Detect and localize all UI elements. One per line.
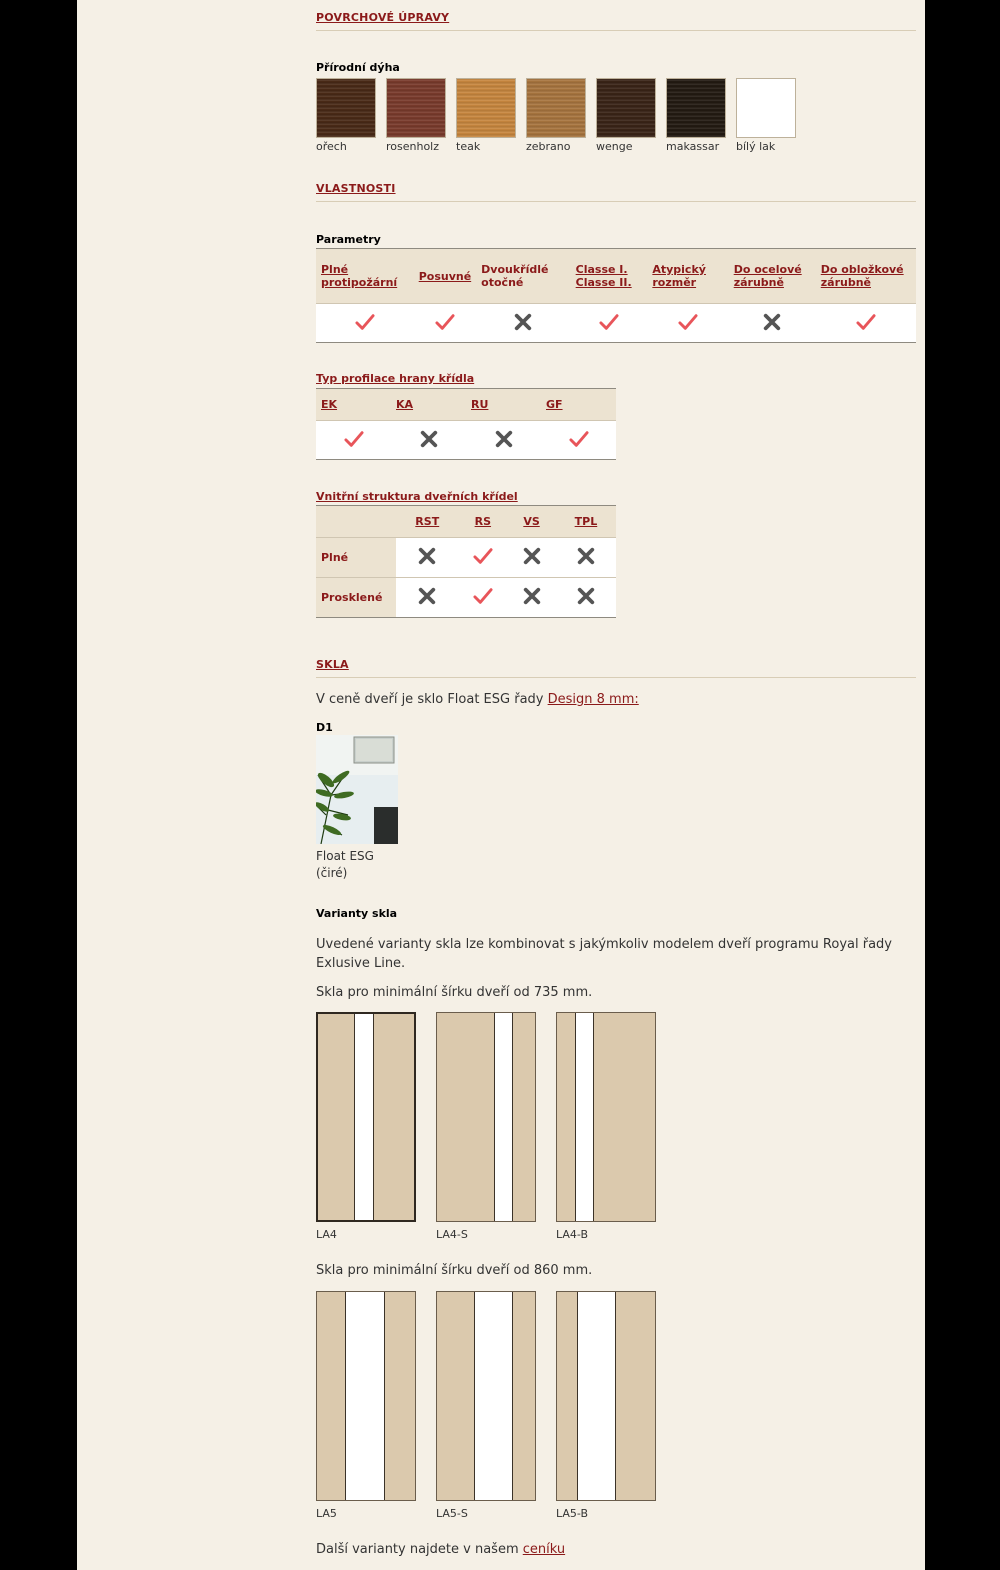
structure-column-header[interactable] (459, 506, 508, 538)
structure-row-label: Prosklené (316, 578, 396, 618)
glass-panel (494, 1013, 514, 1221)
veneer-swatch[interactable] (736, 78, 796, 138)
veneer-swatch[interactable] (316, 78, 376, 138)
glass-sample-photo (316, 735, 398, 844)
check-icon (343, 430, 365, 448)
cross-icon (416, 547, 438, 565)
glass-panel (345, 1292, 384, 1500)
cross-icon (575, 587, 597, 605)
glass-variant-label: LA4-B (556, 1228, 589, 1241)
structure-row (316, 538, 616, 578)
check-icon (855, 313, 877, 331)
parameter-header-label[interactable]: Do ocelové zárubně (733, 263, 802, 289)
cross-icon (521, 587, 543, 605)
glass-panel (577, 1292, 616, 1500)
veneer-swatch-label: makassar (666, 140, 720, 153)
cross-icon (575, 547, 597, 565)
structure-corner (316, 506, 396, 538)
parameter-value (647, 304, 728, 343)
parameter-header-label[interactable]: Classe I. Classe II. (575, 263, 632, 289)
glass-panel (474, 1292, 513, 1500)
parameter-header[interactable] (729, 249, 816, 304)
structure-row-label: Plné (316, 538, 396, 578)
veneer-subtitle: Přírodní dýha (316, 61, 400, 74)
check-icon (354, 313, 376, 331)
edge-profile-label[interactable]: KA (396, 398, 414, 411)
edge-profile-value (316, 421, 391, 460)
glass-variant-door[interactable] (316, 1291, 416, 1501)
cross-icon (761, 313, 783, 331)
glass-sample-code: D1 (316, 721, 333, 734)
glass-variant-label: LA4 (316, 1228, 337, 1241)
veneer-swatch[interactable] (386, 78, 446, 138)
section-divider (316, 677, 916, 678)
parameter-value (476, 304, 570, 343)
glass-variant-label: LA5-B (556, 1507, 589, 1520)
cross-icon (418, 430, 440, 448)
glass-variant-label: LA4-S (436, 1228, 468, 1241)
glass-intro: V ceně dveří je sklo Float ESG řady Design 8 mm: (316, 692, 639, 707)
structure-value (396, 538, 459, 578)
structure-value (459, 538, 508, 578)
design-link[interactable]: Design 8 mm: (547, 692, 639, 707)
glass-variants-text: Uvedené varianty skla lze kombinovat s jakýmkoliv modelem dveří programu Royal řady Exlusive Line. (316, 937, 892, 971)
structure-row (316, 578, 616, 618)
glass-variant-door[interactable] (436, 1291, 536, 1501)
check-icon (434, 313, 456, 331)
glass-variants-title: Varianty skla (316, 907, 398, 920)
cross-icon (521, 547, 543, 565)
edge-profile-header[interactable] (466, 389, 541, 421)
edge-profile-label[interactable]: GF (546, 398, 563, 411)
check-icon (568, 430, 590, 448)
check-icon (472, 547, 494, 565)
parameter-header[interactable] (414, 249, 476, 304)
cross-icon (416, 587, 438, 605)
veneer-swatch[interactable] (526, 78, 586, 138)
structure-column-label[interactable]: RS (474, 515, 492, 528)
section-divider (316, 30, 916, 31)
check-icon (677, 313, 699, 331)
parameters-table (316, 248, 916, 343)
section-divider (316, 201, 916, 202)
glass-panel (354, 1014, 373, 1220)
veneer-swatch-label: zebrano (526, 140, 571, 153)
edge-profile-label[interactable]: EK (321, 398, 338, 411)
glass-sample-caption: Float ESG (316, 849, 374, 863)
parameters-subtitle: Parametry (316, 233, 381, 246)
edge-profile-table (316, 388, 616, 460)
structure-column-header[interactable] (507, 506, 556, 538)
page-panel (77, 0, 925, 1570)
cross-icon (512, 313, 534, 331)
parameter-header[interactable] (571, 249, 648, 304)
parameter-header[interactable] (816, 249, 916, 304)
surfaces-section-title[interactable]: POVRCHOVÉ ÚPRAVY (316, 11, 450, 24)
properties-section-title[interactable]: VLASTNOSTI (316, 182, 396, 195)
parameter-value (816, 304, 916, 343)
parameter-value (316, 304, 414, 343)
edge-profile-title[interactable]: Typ profilace hrany křídla (316, 372, 475, 385)
veneer-swatch-label: bílý lak (736, 140, 776, 153)
veneer-swatch[interactable] (666, 78, 726, 138)
edge-profile-header[interactable] (541, 389, 616, 421)
glass-sample-caption-2: (čiré) (316, 866, 348, 880)
glass-variant-door[interactable] (436, 1012, 536, 1222)
veneer-swatch-label: wenge (596, 140, 633, 153)
parameter-value (414, 304, 476, 343)
edge-profile-header[interactable] (316, 389, 391, 421)
glass-variant-door[interactable] (316, 1012, 416, 1222)
edge-profile-header[interactable] (391, 389, 466, 421)
veneer-swatch[interactable] (456, 78, 516, 138)
edge-profile-value (541, 421, 616, 460)
structure-column-label[interactable]: TPL (574, 515, 598, 528)
min-width-860-text: Skla pro minimální šírku dveří od 860 mm. (316, 1263, 593, 1278)
structure-column-header[interactable] (396, 506, 459, 538)
edge-profile-value (466, 421, 541, 460)
structure-value (556, 538, 616, 578)
check-icon (472, 587, 494, 605)
structure-value (459, 578, 508, 618)
structure-value (507, 538, 556, 578)
parameter-value (571, 304, 648, 343)
parameter-header-label[interactable]: Posuvné (418, 269, 472, 283)
edge-profile-label[interactable]: RU (471, 398, 489, 411)
glass-variant-label: LA5-S (436, 1507, 468, 1520)
parameter-header[interactable] (316, 249, 414, 304)
parameter-header (476, 249, 570, 304)
structure-value (396, 578, 459, 618)
glass-variant-door[interactable] (556, 1012, 656, 1222)
structure-column-header[interactable] (556, 506, 616, 538)
price-list-link[interactable]: ceníku (522, 1542, 566, 1557)
parameter-header-label[interactable]: Atypický rozměr (652, 263, 706, 289)
structure-column-label[interactable]: RST (415, 515, 440, 528)
inner-structure-table (316, 505, 616, 618)
parameter-header[interactable] (647, 249, 728, 304)
glass-panel (575, 1013, 595, 1221)
veneer-swatch[interactable] (596, 78, 656, 138)
more-variants-text: Další varianty najdete v našem ceníku (316, 1542, 566, 1557)
inner-structure-title[interactable]: Vnitřní struktura dveřních křídel (316, 490, 518, 503)
parameter-header-label: Dvoukřídlé otočné (481, 263, 549, 289)
structure-value (507, 578, 556, 618)
cross-icon (493, 430, 515, 448)
edge-profile-value (391, 421, 466, 460)
glass-section-title[interactable]: SKLA (316, 658, 349, 671)
structure-value (556, 578, 616, 618)
glass-variant-door[interactable] (556, 1291, 656, 1501)
parameter-header-label[interactable]: Do obložkové zárubně (820, 263, 904, 289)
veneer-swatch-label: ořech (316, 140, 347, 153)
check-icon (598, 313, 620, 331)
glass-variant-label: LA5 (316, 1507, 337, 1520)
veneer-swatch-label: rosenholz (386, 140, 440, 153)
veneer-swatch-label: teak (456, 140, 481, 153)
parameter-header-label[interactable]: Plné protipožární (321, 263, 398, 289)
structure-column-label[interactable]: VS (523, 515, 540, 528)
parameter-value (729, 304, 816, 343)
min-width-735-text: Skla pro minimální šírku dveří od 735 mm. (316, 985, 593, 1000)
